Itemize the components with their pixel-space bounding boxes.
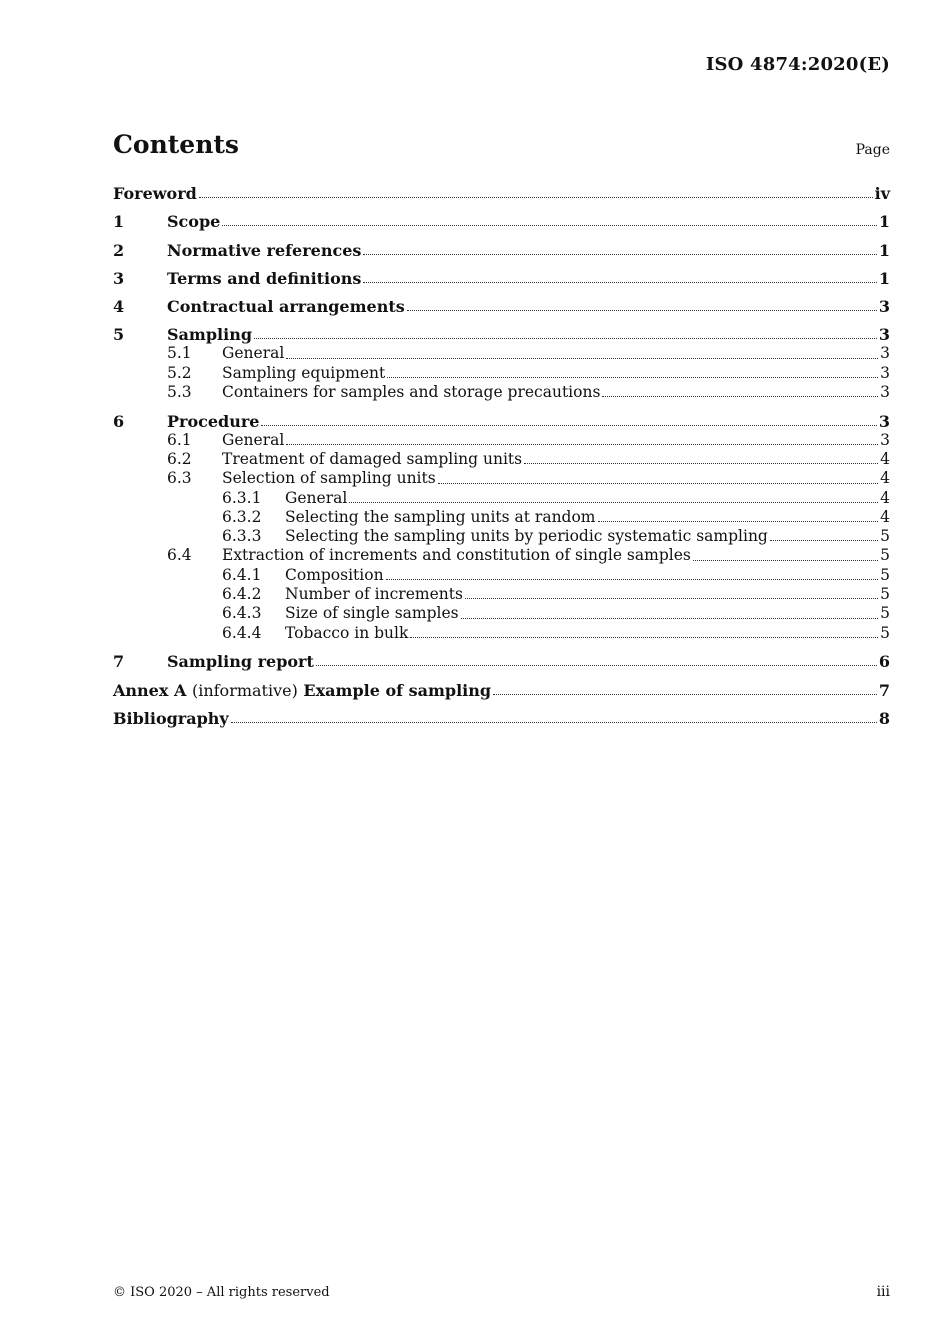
document-id: ISO 4874:2020(E): [705, 54, 890, 75]
toc-page: 3: [880, 383, 890, 402]
toc-number: 6.3.3: [222, 527, 262, 546]
toc-entry-sampling[interactable]: [113, 325, 890, 344]
dot-leader: [349, 502, 878, 503]
dot-leader: [316, 665, 877, 666]
toc-page: 7: [878, 680, 890, 700]
toc-page: 1: [878, 240, 890, 260]
toc-number: 7: [113, 652, 125, 672]
dot-leader: [387, 377, 878, 378]
page-number: iii: [876, 1284, 890, 1300]
toc-label: Foreword: [113, 184, 197, 203]
toc-number: 2: [113, 240, 125, 260]
toc-page: 8: [878, 708, 890, 728]
toc-number: 6.4.2: [222, 585, 262, 604]
toc-entry-6-2-damaged-units[interactable]: [113, 450, 890, 469]
toc-entry-6-4-2-number-of-increments[interactable]: [113, 585, 890, 604]
toc-label: Size of single samples: [285, 604, 459, 623]
toc-page: 5: [880, 585, 890, 604]
toc-entry-6-3-1-general[interactable]: [113, 489, 890, 508]
page-column-label: Page: [855, 142, 890, 158]
toc-number: 6.3: [167, 469, 192, 488]
toc-label: Treatment of damaged sampling units: [222, 449, 523, 468]
dot-leader: [493, 694, 877, 695]
toc-entry-6-1-general[interactable]: [113, 431, 890, 450]
toc-label: Procedure: [167, 411, 260, 431]
toc-number: 5.1: [167, 344, 192, 363]
toc-label: Terms and definitions: [167, 268, 362, 288]
toc-number: 4: [113, 297, 125, 317]
toc-page: 4: [880, 469, 890, 488]
copyright-notice: © ISO 2020 – All rights reserved: [113, 1285, 330, 1300]
toc-page: iv: [874, 184, 890, 203]
toc-number: 6.1: [167, 430, 192, 449]
toc-entry-scope[interactable]: [113, 212, 890, 231]
dot-leader: [363, 282, 876, 283]
toc-page: 3: [878, 411, 890, 431]
toc-page: 5: [880, 604, 890, 623]
toc-label: Composition: [285, 565, 384, 584]
toc-label: Example of sampling: [303, 680, 492, 700]
toc-page: 5: [880, 623, 890, 642]
toc-entry-bibliography[interactable]: [113, 709, 890, 728]
toc-entry-procedure[interactable]: [113, 412, 890, 431]
toc-page: 4: [880, 449, 890, 468]
toc-page: 4: [880, 488, 890, 507]
dot-leader: [770, 540, 878, 541]
toc-number: 1: [113, 212, 125, 232]
toc-entry-6-4-1-composition[interactable]: [113, 566, 890, 585]
toc-page: 3: [880, 430, 890, 449]
toc-label: Extraction of increments and constitution of single samples: [222, 546, 691, 565]
dot-leader: [231, 722, 877, 723]
toc-entry-6-4-extraction[interactable]: [113, 546, 890, 565]
toc-label: Contractual arrangements: [167, 297, 405, 317]
toc-entry-annex-a[interactable]: [113, 681, 890, 700]
toc-entry-6-3-selection[interactable]: [113, 469, 890, 488]
dot-leader: [286, 444, 878, 445]
toc-number: 6.3.2: [222, 507, 262, 526]
dot-leader: [461, 618, 879, 619]
dot-leader: [465, 598, 878, 599]
toc-page: 1: [878, 268, 890, 288]
toc-label: Sampling: [167, 325, 253, 345]
toc-page: 5: [880, 546, 890, 565]
toc-entry-5-1-general[interactable]: [113, 344, 890, 363]
contents-title: Contents: [113, 130, 240, 159]
dot-leader: [693, 560, 878, 561]
toc-number: 6.4.1: [222, 565, 262, 584]
dot-leader: [524, 463, 878, 464]
toc-number: 6: [113, 411, 125, 431]
dot-leader: [410, 637, 878, 638]
toc-entry-6-3-3-periodic[interactable]: [113, 527, 890, 546]
toc-entry-normative-references[interactable]: [113, 241, 890, 260]
toc-entry-5-2-sampling-equipment[interactable]: [113, 364, 890, 383]
toc-number: 5.2: [167, 363, 192, 382]
dot-leader: [386, 579, 879, 580]
dot-leader: [261, 425, 876, 426]
toc-entry-5-3-containers[interactable]: [113, 383, 890, 402]
toc-label: General: [222, 430, 285, 449]
dot-leader: [254, 338, 877, 339]
toc-number: 5: [113, 325, 125, 345]
toc-label: Selecting the sampling units at random: [285, 507, 596, 526]
toc-entry-6-3-2-random[interactable]: [113, 508, 890, 527]
toc-number: 6.3.1: [222, 488, 262, 507]
toc-page: 3: [880, 344, 890, 363]
toc-page: 5: [880, 527, 890, 546]
toc-label: Number of increments: [285, 585, 463, 604]
toc-label: Selecting the sampling units by periodic systematic sampling: [285, 527, 768, 546]
toc-entry-6-4-3-size[interactable]: [113, 604, 890, 623]
toc-page: 5: [880, 565, 890, 584]
toc-label: Sampling equipment: [222, 363, 386, 382]
toc-label: General: [222, 344, 285, 363]
toc-entry-sampling-report[interactable]: [113, 652, 890, 671]
toc-label: Containers for samples and storage precautions: [222, 383, 601, 402]
dot-leader: [407, 310, 877, 311]
table-of-contents: [113, 184, 890, 728]
dot-leader: [602, 396, 878, 397]
dot-leader: [598, 521, 879, 522]
toc-entry-terms-and-definitions[interactable]: [113, 269, 890, 288]
dot-leader: [363, 254, 876, 255]
toc-label: General: [285, 488, 348, 507]
toc-label: Scope: [167, 212, 221, 232]
toc-number: 6.4: [167, 546, 192, 565]
annex-note: (informative): [191, 680, 298, 700]
toc-number: 6.2: [167, 449, 192, 468]
toc-label: Tobacco in bulk: [285, 623, 409, 642]
toc-page: 3: [878, 297, 890, 317]
toc-number: 6.4.4: [222, 623, 262, 642]
toc-label: Sampling report: [167, 652, 314, 672]
dot-leader: [222, 225, 877, 226]
toc-number: 6.4.3: [222, 604, 262, 623]
dot-leader: [286, 358, 878, 359]
toc-label: Bibliography: [113, 708, 229, 728]
toc-page: 3: [880, 363, 890, 382]
toc-number: 5.3: [167, 383, 192, 402]
toc-label: Selection of sampling units: [222, 469, 436, 488]
toc-page: 3: [878, 325, 890, 345]
toc-page: 6: [878, 652, 890, 672]
toc-entry-foreword[interactable]: [113, 184, 890, 203]
toc-number: 3: [113, 268, 125, 288]
toc-entry-contractual-arrangements[interactable]: [113, 297, 890, 316]
dot-leader: [438, 483, 878, 484]
toc-page: 4: [880, 507, 890, 526]
annex-prefix: Annex A: [113, 680, 187, 700]
toc-label: Normative references: [167, 240, 362, 260]
toc-page: 1: [878, 212, 890, 232]
dot-leader: [199, 197, 873, 198]
toc-entry-6-4-4-tobacco-in-bulk[interactable]: [113, 624, 890, 643]
